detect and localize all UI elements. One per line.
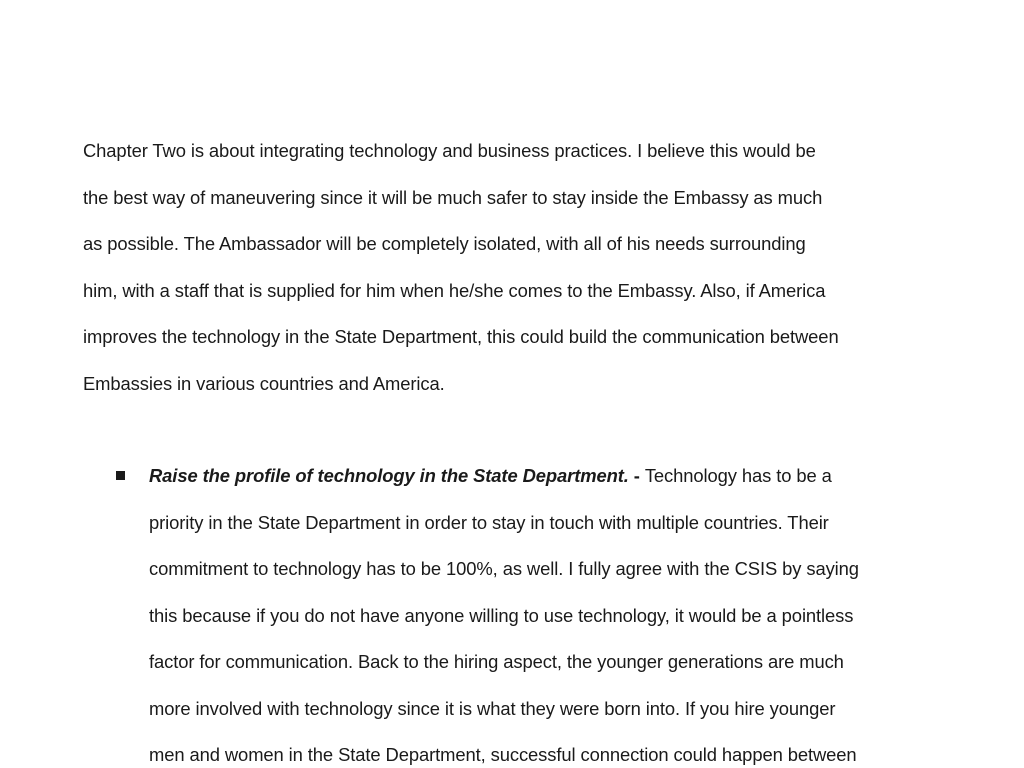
paragraph-line: improves the technology in the State Department, this could build the communication between: [83, 326, 839, 347]
bullet-line: factor for communication. Back to the hiring aspect, the younger generations are much: [149, 651, 844, 672]
bullet-heading: Raise the profile of technology in the State Department.: [149, 465, 629, 486]
paragraph-line: as possible. The Ambassador will be completely isolated, with all of his needs surrounding: [83, 233, 806, 254]
bullet-line: more involved with technology since it is what they were born into. If you hire younger: [149, 697, 836, 719]
bullet-first-line-text: Technology has to be a: [644, 465, 832, 486]
bullet-text: [149, 453, 949, 768]
square-bullet-icon: [116, 471, 125, 480]
bullet-line: men and women in the State Department, successful connection could happen between: [149, 744, 857, 765]
intro-paragraph: [83, 128, 933, 407]
bullet-line: commitment to technology has to be 100%, as well. I fully agree with the CSIS by saying: [149, 558, 859, 579]
bullet-dash: -: [628, 465, 645, 486]
paragraph-line: Embassies in various countries and America.: [83, 372, 445, 394]
bullet-line: priority in the State Department in order to stay in touch with multiple countries. Their: [149, 511, 829, 533]
paragraph-line: him, with a staff that is supplied for him when he/she comes to the Embassy. Also, if America: [83, 279, 826, 301]
bullet-first-line: [149, 453, 949, 500]
paragraph-line: the best way of maneuvering since it will be much safer to stay inside the Embassy as much: [83, 186, 823, 208]
paragraph-line: Chapter Two is about integrating technology and business practices. I believe this would be: [83, 140, 816, 161]
bullet-line: this because if you do not have anyone willing to use technology, it would be a pointless: [149, 604, 854, 626]
